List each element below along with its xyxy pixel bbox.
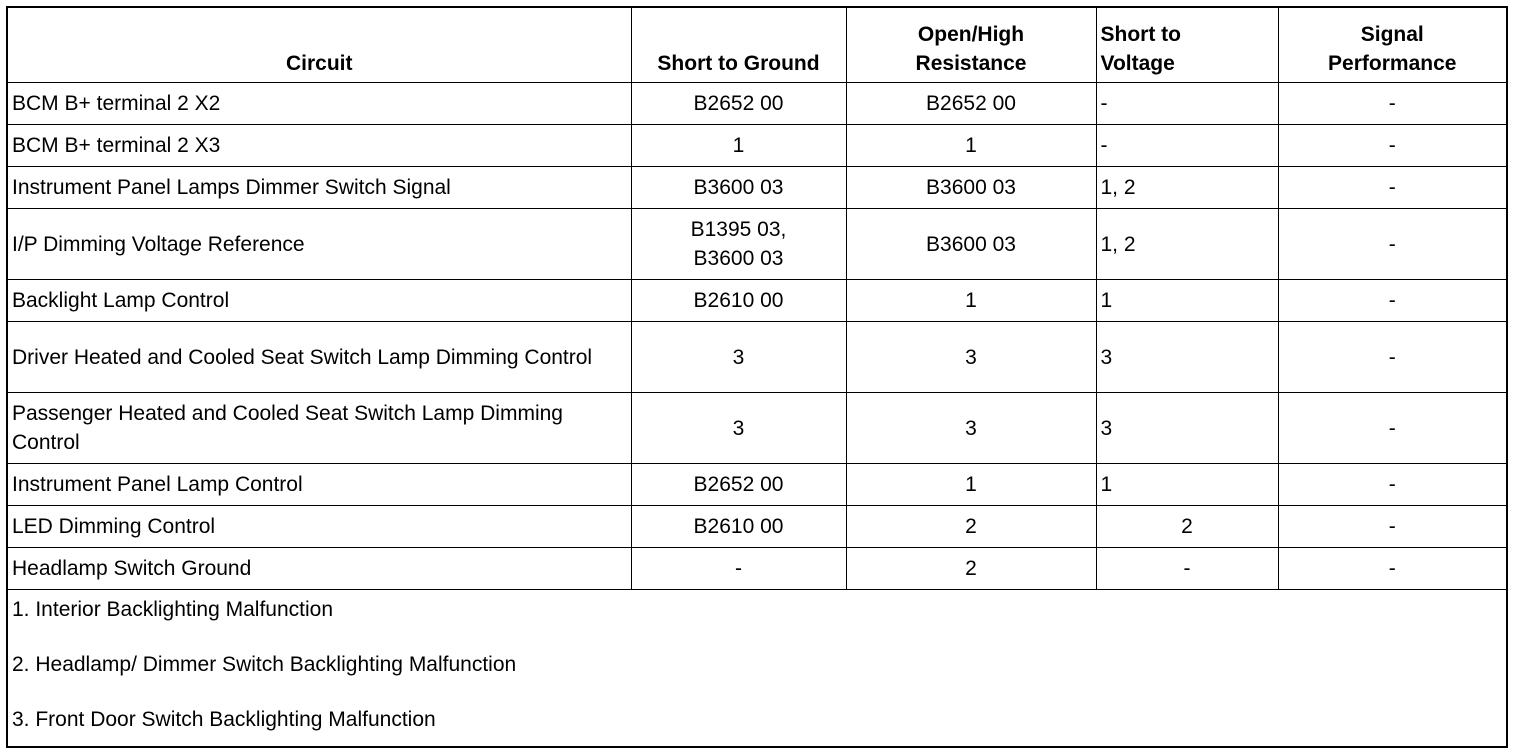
cell-short-to-ground: 3 xyxy=(631,322,846,393)
table-row xyxy=(8,548,1506,590)
cell-signal-performance: - xyxy=(1278,464,1506,506)
cell-open-high-resistance: 3 xyxy=(846,322,1096,393)
note-2: 2. Headlamp/ Dimmer Switch Backlighting Malfunction xyxy=(12,653,517,676)
cell-short-to-voltage: 3 xyxy=(1096,322,1278,393)
cell-open-high-resistance: 3 xyxy=(846,393,1096,464)
cell-open-high-resistance: B3600 03 xyxy=(846,209,1096,280)
table-row xyxy=(8,393,1506,464)
notes-cell xyxy=(8,590,1506,740)
cell-short-to-ground: 1 xyxy=(631,125,846,167)
table-row xyxy=(8,83,1506,125)
cell-signal-performance: - xyxy=(1278,209,1506,280)
cell-signal-performance: - xyxy=(1278,167,1506,209)
cell-circuit: Backlight Lamp Control xyxy=(8,280,631,322)
cell-circuit: BCM B+ terminal 2 X2 xyxy=(8,83,631,125)
header-row xyxy=(8,8,1506,83)
header-short-to-ground: Short to Ground xyxy=(631,8,846,83)
header-signal-performance: Signal Performance xyxy=(1278,8,1506,83)
cell-signal-performance: - xyxy=(1278,322,1506,393)
cell-short-to-ground: B1395 03, B3600 03 xyxy=(631,209,846,280)
notes-row xyxy=(8,590,1506,740)
cell-short-to-voltage: - xyxy=(1096,548,1278,590)
cell-signal-performance: - xyxy=(1278,548,1506,590)
cell-short-to-voltage: 3 xyxy=(1096,393,1278,464)
cell-circuit: Passenger Heated and Cooled Seat Switch Lamp Dimming Control xyxy=(8,393,631,464)
table-row xyxy=(8,322,1506,393)
cell-open-high-resistance: 2 xyxy=(846,548,1096,590)
cell-open-high-resistance: B2652 00 xyxy=(846,83,1096,125)
cell-short-to-voltage: - xyxy=(1096,83,1278,125)
table-row xyxy=(8,464,1506,506)
cell-open-high-resistance: 1 xyxy=(846,125,1096,167)
table-row xyxy=(8,167,1506,209)
cell-signal-performance: - xyxy=(1278,280,1506,322)
table-row xyxy=(8,280,1506,322)
cell-short-to-ground: B2610 00 xyxy=(631,506,846,548)
cell-circuit: Headlamp Switch Ground xyxy=(8,548,631,590)
cell-open-high-resistance: B3600 03 xyxy=(846,167,1096,209)
cell-short-to-voltage: 1, 2 xyxy=(1096,167,1278,209)
cell-short-to-voltage: 1 xyxy=(1096,280,1278,322)
cell-short-to-ground: 3 xyxy=(631,393,846,464)
cell-circuit: Instrument Panel Lamp Control xyxy=(8,464,631,506)
cell-circuit: BCM B+ terminal 2 X3 xyxy=(8,125,631,167)
cell-signal-performance: - xyxy=(1278,393,1506,464)
cell-short-to-voltage: 1, 2 xyxy=(1096,209,1278,280)
cell-short-to-ground: B2652 00 xyxy=(631,464,846,506)
header-short-to-voltage: Short to Voltage xyxy=(1096,8,1278,83)
table-row xyxy=(8,506,1506,548)
cell-circuit: LED Dimming Control xyxy=(8,506,631,548)
cell-short-to-ground: B3600 03 xyxy=(631,167,846,209)
cell-signal-performance: - xyxy=(1278,83,1506,125)
note-1: 1. Interior Backlighting Malfunction xyxy=(12,598,333,621)
note-3: 3. Front Door Switch Backlighting Malfunction xyxy=(12,708,436,731)
cell-short-to-ground: B2652 00 xyxy=(631,83,846,125)
cell-circuit: Driver Heated and Cooled Seat Switch Lamp Dimming Control xyxy=(8,322,631,393)
header-circuit: Circuit xyxy=(8,8,631,83)
cell-short-to-voltage: 1 xyxy=(1096,464,1278,506)
cell-signal-performance: - xyxy=(1278,506,1506,548)
cell-circuit: Instrument Panel Lamps Dimmer Switch Signal xyxy=(8,167,631,209)
table-row xyxy=(8,125,1506,167)
dtc-symptom-table xyxy=(8,8,1506,739)
cell-short-to-ground: - xyxy=(631,548,846,590)
cell-short-to-voltage: - xyxy=(1096,125,1278,167)
cell-open-high-resistance: 2 xyxy=(846,506,1096,548)
cell-open-high-resistance: 1 xyxy=(846,280,1096,322)
header-open-high-resistance: Open/High Resistance xyxy=(846,8,1096,83)
cell-circuit: I/P Dimming Voltage Reference xyxy=(8,209,631,280)
dtc-symptom-table-frame xyxy=(6,6,1508,748)
cell-short-to-voltage: 2 xyxy=(1096,506,1278,548)
cell-open-high-resistance: 1 xyxy=(846,464,1096,506)
cell-short-to-ground: B2610 00 xyxy=(631,280,846,322)
table-row xyxy=(8,209,1506,280)
cell-signal-performance: - xyxy=(1278,125,1506,167)
